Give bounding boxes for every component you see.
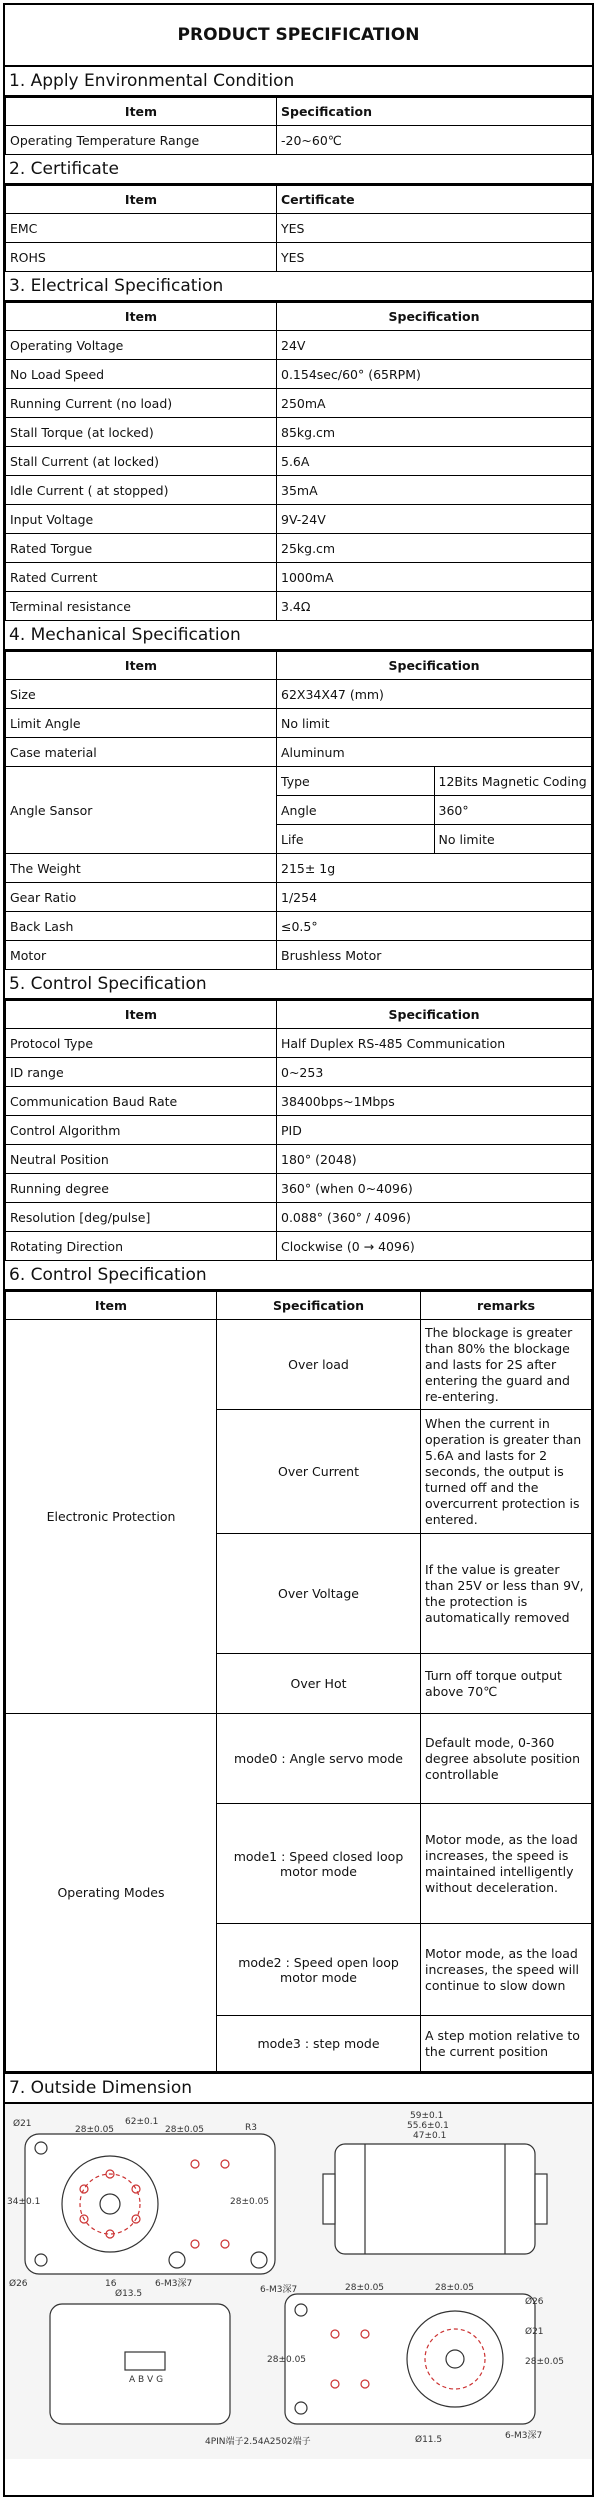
col-header-item: Item <box>6 1292 217 1320</box>
spec-cell: mode0 : Angle servo mode <box>217 1714 421 1804</box>
spec-cell: Clockwise (0 → 4096) <box>277 1232 592 1261</box>
table-row <box>6 1203 592 1232</box>
item-cell: Rated Torgue <box>6 534 277 563</box>
item-cell: Limit Angle <box>6 709 277 738</box>
dim-label: 28±0.05 <box>75 2125 115 2135</box>
table-row <box>6 476 592 505</box>
table-row <box>6 1232 592 1261</box>
col-header-spec: Specification <box>277 98 592 126</box>
protection-modes-table <box>5 1291 592 2072</box>
item-cell: Stall Current (at locked) <box>6 447 277 476</box>
section-heading-mechanical: 4. Mechanical Specification <box>5 621 592 651</box>
item-cell: EMC <box>6 214 277 243</box>
sub-item-cell: Angle <box>277 796 435 825</box>
table-row <box>6 389 592 418</box>
spec-cell: 1/254 <box>277 883 592 912</box>
spec-cell: 360° (when 0~4096) <box>277 1174 592 1203</box>
spec-cell: -20~60℃ <box>277 126 592 155</box>
remarks-cell: A step motion relative to the current position <box>421 2016 592 2072</box>
dimension-svg <box>5 2104 592 2459</box>
remarks-cell: If the value is greater than 25V or less than 9V, the protection is automatically removed <box>421 1534 592 1654</box>
spec-cell: YES <box>277 214 592 243</box>
dim-label: 28±0.05 <box>165 2125 205 2135</box>
spec-cell: YES <box>277 243 592 272</box>
table-row <box>6 505 592 534</box>
col-header-item: Item <box>6 652 277 680</box>
spec-cell: 360° <box>434 796 592 825</box>
dim-label: 59±0.1 <box>410 2111 444 2121</box>
col-header-spec: Specification <box>217 1292 421 1320</box>
spec-cell: 38400bps~1Mbps <box>277 1087 592 1116</box>
spec-cell: Aluminum <box>277 738 592 767</box>
table-row <box>6 214 592 243</box>
item-cell: Size <box>6 680 277 709</box>
sub-item-cell: Type <box>277 767 435 796</box>
spec-sheet <box>3 3 594 2497</box>
item-cell: Motor <box>6 941 277 970</box>
spec-cell: 180° (2048) <box>277 1145 592 1174</box>
col-header-certificate: Certificate <box>277 186 592 214</box>
remarks-cell: Motor mode, as the load increases, the speed is maintained intelligently without deceleration. <box>421 1804 592 1924</box>
item-cell: No Load Speed <box>6 360 277 389</box>
spec-cell: 0.154sec/60° (65RPM) <box>277 360 592 389</box>
table-row <box>6 680 592 709</box>
table-row <box>6 1320 592 1410</box>
remarks-cell: When the current in operation is greater than 5.6A and lasts for 2 seconds, the output is turned off and the overcurrent protection is entered. <box>421 1410 592 1534</box>
table-row <box>6 854 592 883</box>
spec-cell: 35mA <box>277 476 592 505</box>
table-row <box>6 1145 592 1174</box>
spec-cell: 24V <box>277 331 592 360</box>
table-row <box>6 709 592 738</box>
spec-cell: No limit <box>277 709 592 738</box>
dim-label: 6-M3深7 <box>155 2279 193 2289</box>
dim-label: Ø13.5 <box>115 2289 143 2299</box>
item-cell: Terminal resistance <box>6 592 277 621</box>
spec-cell: Over load <box>217 1320 421 1410</box>
control-table <box>5 1000 592 1261</box>
spec-cell: 85kg.cm <box>277 418 592 447</box>
item-cell: Angle Sansor <box>6 767 277 854</box>
item-cell: Rotating Direction <box>6 1232 277 1261</box>
spec-cell: No limite <box>434 825 592 854</box>
dim-label: Ø11.5 <box>415 2435 443 2445</box>
spec-cell: PID <box>277 1116 592 1145</box>
item-cell: The Weight <box>6 854 277 883</box>
table-row <box>6 592 592 621</box>
section-heading-certificate: 2. Certificate <box>5 155 592 185</box>
spec-cell: 3.4Ω <box>277 592 592 621</box>
table-row <box>6 243 592 272</box>
col-header-spec: Specification <box>277 303 592 331</box>
environment-table <box>5 97 592 155</box>
col-header-remarks: remarks <box>421 1292 592 1320</box>
item-cell: Idle Current ( at stopped) <box>6 476 277 505</box>
table-row <box>6 912 592 941</box>
table-row <box>6 331 592 360</box>
remarks-cell: Turn off torque output above 70℃ <box>421 1654 592 1714</box>
dim-label: 62±0.1 <box>125 2117 159 2127</box>
item-cell: Control Algorithm <box>6 1116 277 1145</box>
item-cell: Stall Torque (at locked) <box>6 418 277 447</box>
spec-cell: 0~253 <box>277 1058 592 1087</box>
spec-cell: 12Bits Magnetic Coding <box>434 767 592 796</box>
page-title: PRODUCT SPECIFICATION <box>5 5 592 67</box>
mechanical-table <box>5 651 592 970</box>
section-heading-control: 5. Control Specification <box>5 970 592 1000</box>
col-header-item: Item <box>6 1001 277 1029</box>
spec-cell: 250mA <box>277 389 592 418</box>
spec-cell: 62X34X47 (mm) <box>277 680 592 709</box>
col-header-item: Item <box>6 303 277 331</box>
remarks-cell: Default mode, 0-360 degree absolute position controllable <box>421 1714 592 1804</box>
spec-cell: 1000mA <box>277 563 592 592</box>
table-row <box>6 738 592 767</box>
dim-label: A B V G <box>129 2375 164 2385</box>
section-heading-dimension: 7. Outside Dimension <box>5 2072 592 2104</box>
spec-cell: Over Current <box>217 1410 421 1534</box>
remarks-cell: Motor mode, as the load increases, the speed will continue to slow down <box>421 1924 592 2016</box>
dim-label: 55.6±0.1 <box>407 2121 449 2131</box>
dim-label: Ø21 <box>13 2119 32 2129</box>
item-cell: Protocol Type <box>6 1029 277 1058</box>
section-heading-electrical: 3. Electrical Specification <box>5 272 592 302</box>
section-heading-control-2: 6. Control Specification <box>5 1261 592 1291</box>
electrical-table <box>5 302 592 621</box>
table-row <box>6 1029 592 1058</box>
spec-cell: Over Hot <box>217 1654 421 1714</box>
item-cell: ROHS <box>6 243 277 272</box>
dim-label: Ø26 <box>9 2279 28 2289</box>
item-cell: Input Voltage <box>6 505 277 534</box>
spec-cell: mode3 : step mode <box>217 2016 421 2072</box>
col-header-item: Item <box>6 186 277 214</box>
connector <box>125 2352 165 2370</box>
spec-cell: 0.088° (360° / 4096) <box>277 1203 592 1232</box>
certificate-table <box>5 185 592 272</box>
table-row <box>6 447 592 476</box>
table-row <box>6 883 592 912</box>
table-row <box>6 360 592 389</box>
item-cell: Running degree <box>6 1174 277 1203</box>
item-cell: ID range <box>6 1058 277 1087</box>
item-cell: Neutral Position <box>6 1145 277 1174</box>
dim-label: 34±0.1 <box>7 2197 41 2207</box>
group-label-modes: Operating Modes <box>6 1714 217 2072</box>
dim-label: 28±0.05 <box>345 2283 385 2293</box>
spec-cell: 9V-24V <box>277 505 592 534</box>
remarks-cell: The blockage is greater than 80% the blockage and lasts for 2S after entering the guard and re-entering. <box>421 1320 592 1410</box>
item-cell: Back Lash <box>6 912 277 941</box>
table-row <box>6 534 592 563</box>
col-header-spec: Specification <box>277 1001 592 1029</box>
dim-label: 6-M3深7 <box>260 2285 298 2295</box>
spec-cell: Over Voltage <box>217 1534 421 1654</box>
table-row <box>6 1058 592 1087</box>
spec-cell: mode1 : Speed closed loop motor mode <box>217 1804 421 1924</box>
item-cell: Operating Voltage <box>6 331 277 360</box>
dim-label: Ø21 <box>525 2327 544 2337</box>
dim-label: 47±0.1 <box>413 2131 447 2141</box>
item-cell: Gear Ratio <box>6 883 277 912</box>
spec-cell: ≤0.5° <box>277 912 592 941</box>
table-row <box>6 767 592 796</box>
dim-label: Ø26 <box>525 2297 544 2307</box>
dim-label: 4PIN端子2.54A2502端子 <box>205 2437 311 2447</box>
table-row <box>6 1174 592 1203</box>
dim-label: 28±0.05 <box>435 2283 475 2293</box>
dimension-drawing <box>5 2104 592 2459</box>
table-row <box>6 126 592 155</box>
item-cell: Case material <box>6 738 277 767</box>
dim-label: R3 <box>245 2123 257 2133</box>
table-row <box>6 563 592 592</box>
item-cell: Operating Temperature Range <box>6 126 277 155</box>
item-cell: Rated Current <box>6 563 277 592</box>
table-row <box>6 418 592 447</box>
item-cell: Communication Baud Rate <box>6 1087 277 1116</box>
spec-cell: Brushless Motor <box>277 941 592 970</box>
table-row <box>6 1714 592 1804</box>
group-label-protection: Electronic Protection <box>6 1320 217 1714</box>
dim-label: 28±0.05 <box>267 2355 307 2365</box>
spec-cell: 25kg.cm <box>277 534 592 563</box>
spec-cell: Half Duplex RS-485 Communication <box>277 1029 592 1058</box>
dim-label: 6-M3深7 <box>505 2431 543 2441</box>
section-heading-environment: 1. Apply Environmental Condition <box>5 67 592 97</box>
dim-label: 28±0.05 <box>230 2197 270 2207</box>
sub-item-cell: Life <box>277 825 435 854</box>
col-header-item: Item <box>6 98 277 126</box>
table-row <box>6 1116 592 1145</box>
col-header-spec: Specification <box>277 652 592 680</box>
dim-label: 28±0.05 <box>525 2357 565 2367</box>
item-cell: Resolution [deg/pulse] <box>6 1203 277 1232</box>
spec-cell: 5.6A <box>277 447 592 476</box>
item-cell: Running Current (no load) <box>6 389 277 418</box>
table-row <box>6 941 592 970</box>
spec-cell: mode2 : Speed open loop motor mode <box>217 1924 421 2016</box>
table-row <box>6 1087 592 1116</box>
dim-label: 16 <box>105 2279 117 2289</box>
spec-cell: 215± 1g <box>277 854 592 883</box>
